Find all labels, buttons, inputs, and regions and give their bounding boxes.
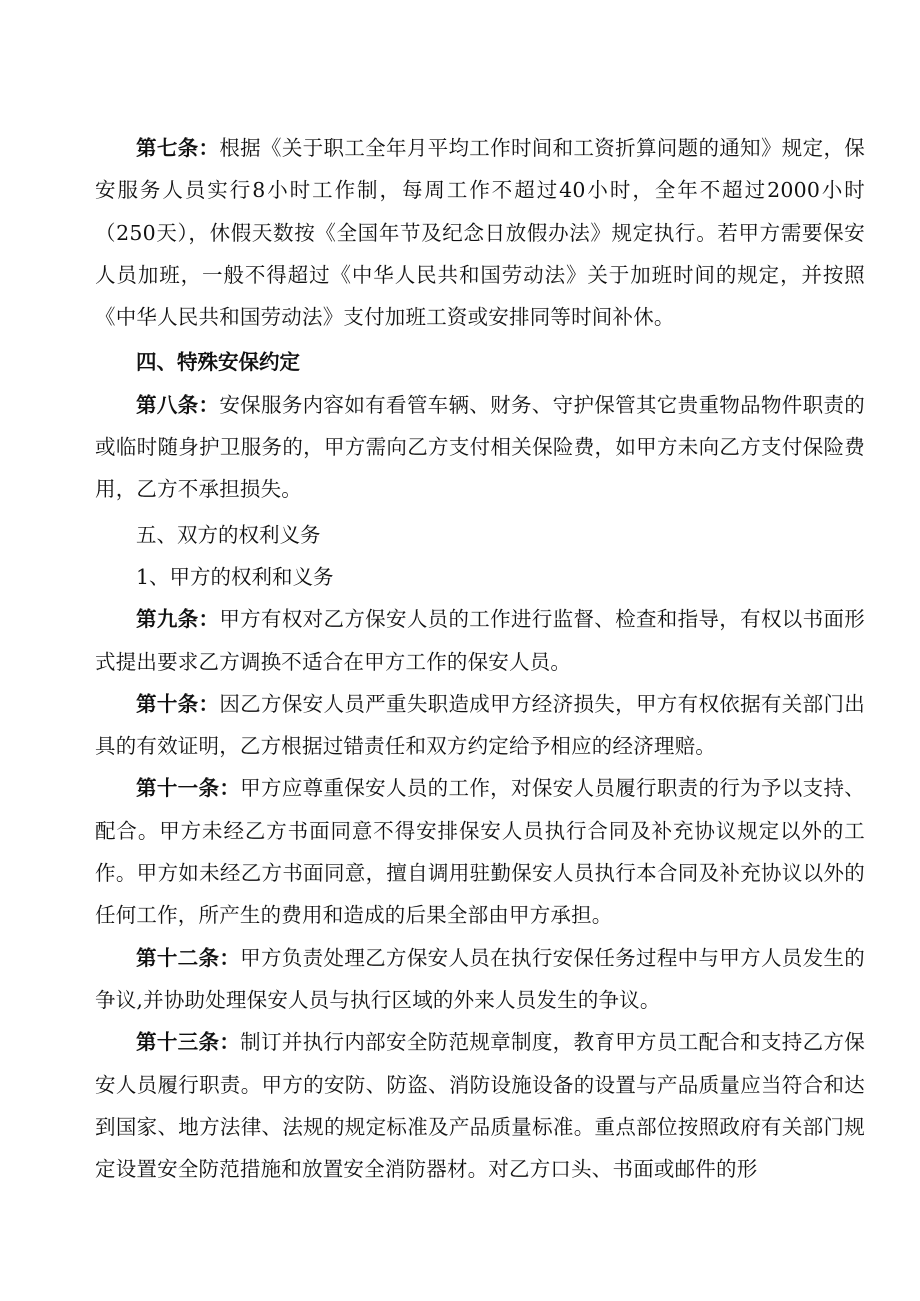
section-4-heading: 四、特殊安保约定 (136, 350, 300, 375)
article-12-text: 甲方负责处理乙方保安人员在执行安保任务过程中与甲方人员发生的争议,并协助处理保安人员与执行区域的外来人员发生的争议。 (95, 945, 866, 1012)
section-5-heading: 五、双方的权利义务 (136, 522, 321, 547)
article-11-number: 第十一条： (136, 776, 241, 801)
article-7-number: 第七条： (136, 136, 220, 160)
article-11 (95, 767, 865, 936)
article-8-number: 第八条： (136, 392, 220, 417)
article-13-text: 制订并执行内部安全防范规章制度，教育甲方员工配合和支持乙方保安人员履行职责。甲方的安防、防盗、消防设施设备的设置与产品质量应当符合和达到国家、地方法律、法规的规定标准及产品质量标准。重点部位按照政府有关部门规定设置安全防范措施和放置安全消防器材。对乙方口头、书面或邮件的形 (95, 1030, 866, 1182)
article-13-number: 第十三条： (136, 1030, 241, 1055)
article-11-text: 甲方应尊重保安人员的工作，对保安人员履行职责的行为予以支持、配合。甲方未经乙方书面同意不得安排保安人员执行合同及补充协议规定以外的工作。甲方如未经乙方书面同意，擅自调用驻勤保安人员执行本合同及补充协议以外的任何工作，所产生的费用和造成的后果全部由甲方承担。 (95, 776, 866, 928)
article-13 (95, 1021, 865, 1190)
subsection-1-heading: 1、甲方的权利和义务 (136, 564, 334, 589)
article-8 (95, 384, 865, 511)
document-page (95, 127, 865, 1190)
article-7 (95, 127, 865, 338)
article-9-text: 甲方有权对乙方保安人员的工作进行监督、检查和指导，有权以书面形式提出要求乙方调换不适合在甲方工作的保安人员。 (95, 607, 865, 674)
article-12 (95, 937, 865, 1022)
article-7-text: 根据《关于职工全年月平均工作时间和工资折算问题的通知》规定，保安服务人员实行8小时工作制，每周工作不超过40小时，全年不超过2000小时（250天），休假天数按《全国年节及纪念日放假办法》规定执行。若甲方需要保安人员加班，一般不得超过《中华人民共和国劳动法》关于加班时间的规定，并按照《中华人民共和国劳动法》支付加班工资或安排同等时间补休。 (95, 136, 865, 330)
article-9 (95, 598, 865, 683)
article-8-text: 安保服务内容如有看管车辆、财务、守护保管其它贵重物品物件职责的或临时随身护卫服务的，甲方需向乙方支付相关保险费，如甲方未向乙方支付保险费用，乙方不承担损失。 (95, 392, 865, 502)
article-9-number: 第九条： (136, 607, 220, 632)
article-10 (95, 683, 865, 768)
article-10-number: 第十条： (136, 691, 220, 716)
article-10-text: 因乙方保安人员严重失职造成甲方经济损失，甲方有权依据有关部门出具的有效证明，乙方根据过错责任和双方约定给予相应的经济理赔。 (95, 691, 865, 759)
article-12-number: 第十二条： (136, 945, 241, 970)
